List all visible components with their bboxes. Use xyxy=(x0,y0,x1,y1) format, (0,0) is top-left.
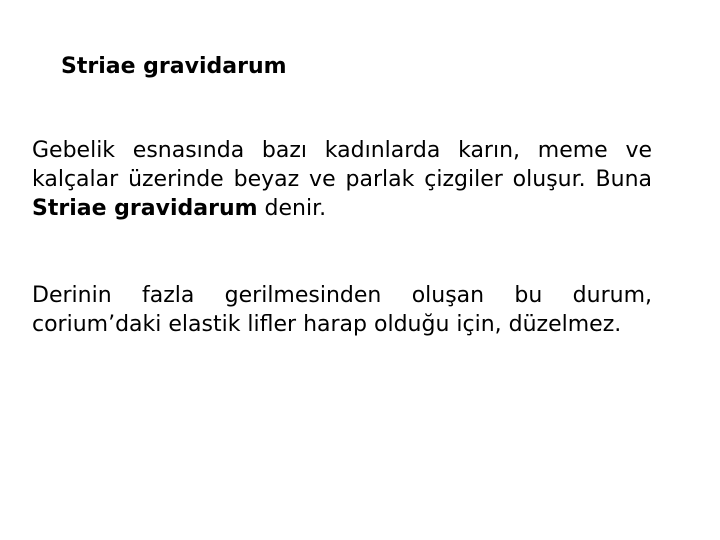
paragraph-definition xyxy=(32,136,652,223)
paragraph-definition-text-before: Gebelik esnasında bazı kadınlarda karın, meme ve kalçalar üzerinde beyaz ve parlak çizgiler oluşur. Buna xyxy=(32,138,652,192)
paragraph-definition-text-after: denir. xyxy=(257,196,327,221)
term-bold: Striae gravidarum xyxy=(32,196,258,221)
paragraph-explanation: Derinin fazla gerilmesinden oluşan bu durum, corium’daki elastik lifler harap olduğu için, düzelmez. xyxy=(32,283,652,337)
slide-title: Striae gravidarum xyxy=(61,54,287,79)
